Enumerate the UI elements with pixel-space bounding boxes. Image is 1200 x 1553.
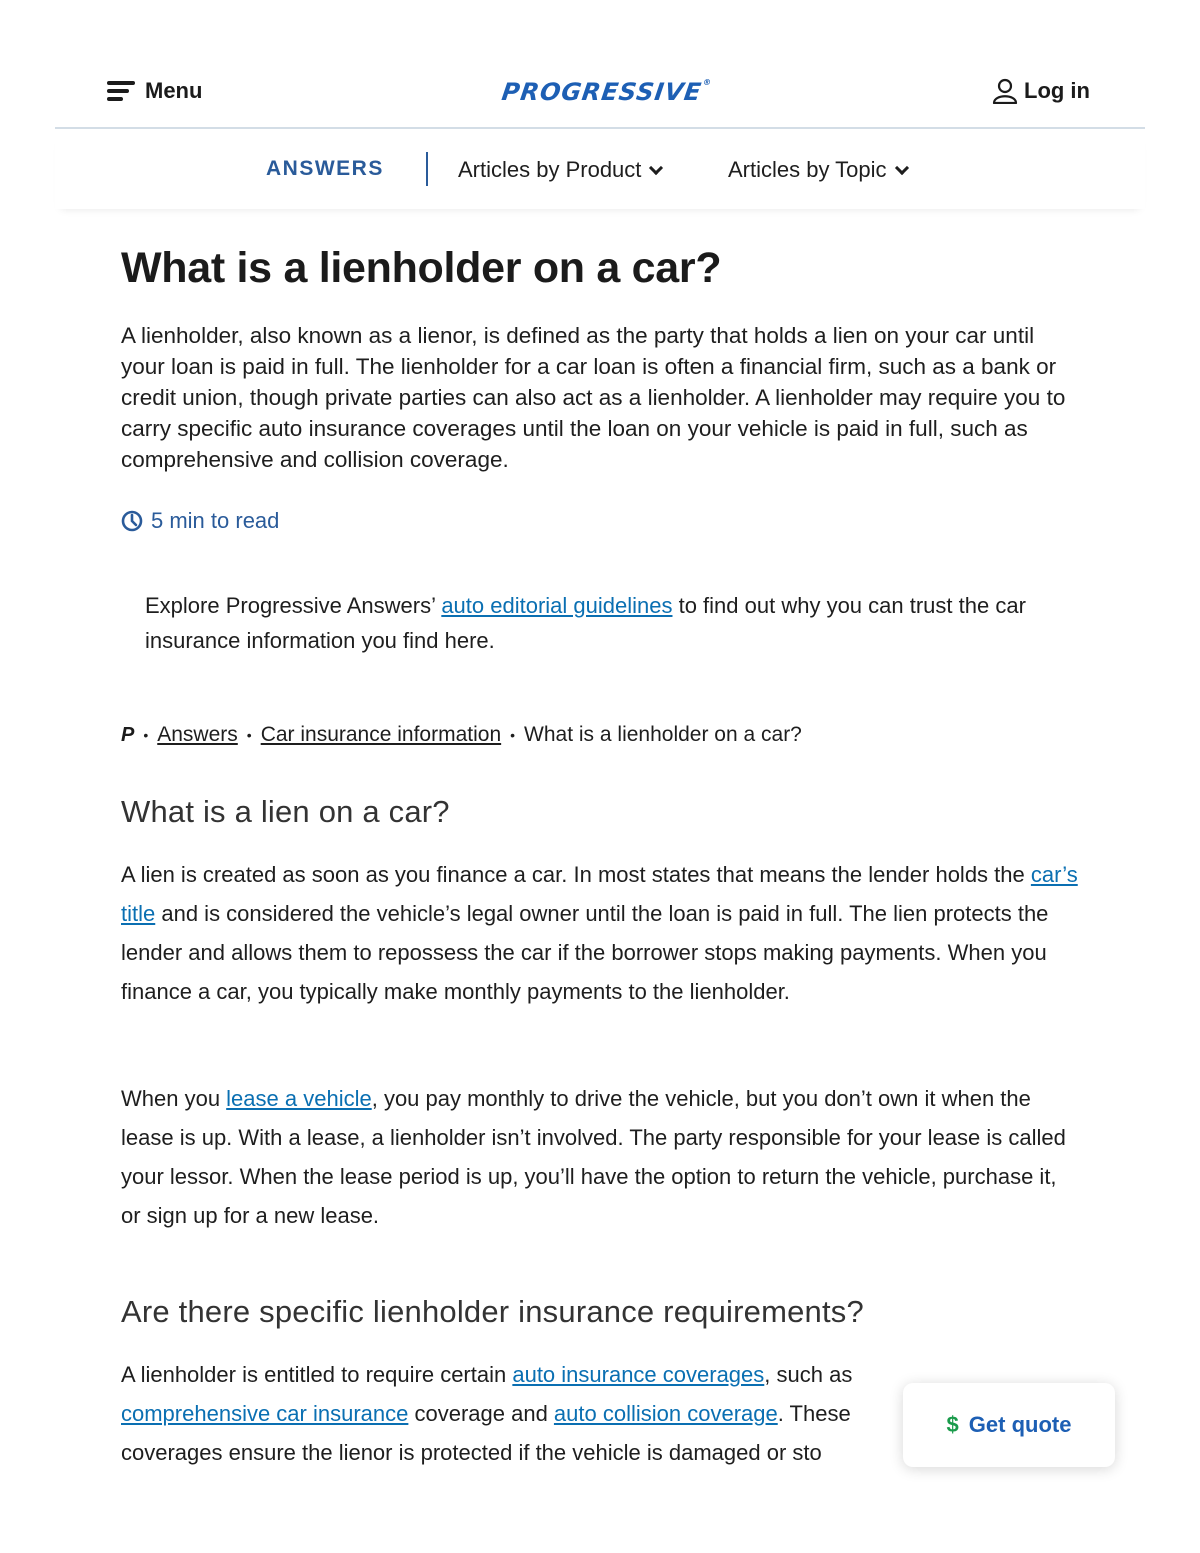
section-heading: What is a lien on a car? [121,794,450,829]
breadcrumb-separator: • [143,727,149,743]
user-icon [992,78,1018,104]
articles-by-product-dropdown[interactable] [458,157,661,183]
article-lede: A lienholder, also known as a lienor, is defined as the party that holds a lien on your car until your loan is paid in full. The lienholder for a car loan is often a financial firm, such as a bank or credit union, though private parties can also act as a lienholder. A lienholder may require you to carry specific auto insurance coverages until the loan on your vehicle is paid in full, such as comprehensive and collision coverage. [121,323,1066,472]
editorial-note [145,588,1065,658]
get-quote-button[interactable] [903,1383,1115,1467]
site-header [55,0,1145,129]
chevron-down-icon [649,160,663,174]
breadcrumb-current: What is a lienholder on a car? [524,723,802,746]
articles-by-topic-dropdown[interactable] [728,157,907,183]
editorial-text: Explore Progressive Answers’ [145,593,442,618]
menu-button[interactable] [107,78,202,104]
paragraph-text: , you pay monthly to drive the vehicle, but you don’t own it when the lease is up. With a lease, a lienholder isn’t involved. The party responsible for your lease is called your lessor. When the lease period is up, you’ll have the option to return the vehicle, purchase it, or sign up for a new lease. [121,1086,1066,1228]
chevron-down-icon [894,160,908,174]
paragraph-text: and is considered the vehicle’s legal owner until the loan is paid in full. The lien protects the lender and allows them to repossess the car if the borrower stops making payments. When you finance a car, you typically make monthly payments to the lienholder. [121,901,1049,1004]
paragraph-text: , such as [764,1362,853,1387]
read-time-label: 5 min to read [151,508,280,533]
progressive-logo[interactable]: PROGRESSIVE® [500,78,713,106]
comprehensive-car-insurance-link[interactable]: comprehensive car insurance [121,1401,409,1426]
articles-by-product-label: Articles by Product [458,157,642,182]
section-heading: Are there specific lienholder insurance requirements? [121,1294,864,1329]
section-paragraph [121,855,1081,1011]
cars-title-link[interactable]: car’s title [121,862,1078,926]
section-paragraph [121,1355,921,1472]
editorial-text: to find out why you can trust the car insurance information you find here. [145,593,1026,653]
menu-label: Menu [145,78,203,103]
login-button[interactable] [992,78,1090,104]
answers-subnav [55,131,1145,209]
dollar-icon: $ [946,1412,959,1437]
paragraph-text: . These coverages ensure the lienor is protected if the vehicle is damaged or sto [121,1401,851,1465]
breadcrumb-separator: • [246,727,252,743]
paragraph-text: A lien is created as soon as you finance a car. In most states that means the lender holds the [121,862,1031,887]
lease-a-vehicle-link[interactable]: lease a vehicle [226,1086,372,1111]
get-quote-label: Get quote [968,1412,1072,1437]
paragraph-text: coverage and [408,1401,554,1426]
paragraph-text: When you [121,1086,227,1111]
answers-home-link[interactable]: ANSWERS [266,157,384,180]
breadcrumb [121,723,802,747]
hamburger-menu-icon [107,80,135,102]
auto-insurance-coverages-link[interactable]: auto insurance coverages [512,1362,765,1387]
breadcrumb-car-insurance-link[interactable]: Car insurance information [260,723,502,746]
login-label: Log in [1024,78,1090,103]
clock-icon [121,510,143,532]
editorial-guidelines-link[interactable]: auto editorial guidelines [441,593,673,618]
breadcrumb-separator: • [510,727,516,743]
paragraph-text: A lienholder is entitled to require certain [121,1362,513,1387]
subnav-divider [426,152,428,186]
section-paragraph [121,1079,1081,1235]
page-title: What is a lienholder on a car? [121,244,722,292]
breadcrumb-answers-link[interactable]: Answers [157,723,238,746]
articles-by-topic-label: Articles by Topic [728,157,887,182]
read-time [121,508,279,534]
progressive-p-icon[interactable]: P [121,723,135,746]
auto-collision-coverage-link[interactable]: auto collision coverage [553,1401,778,1426]
